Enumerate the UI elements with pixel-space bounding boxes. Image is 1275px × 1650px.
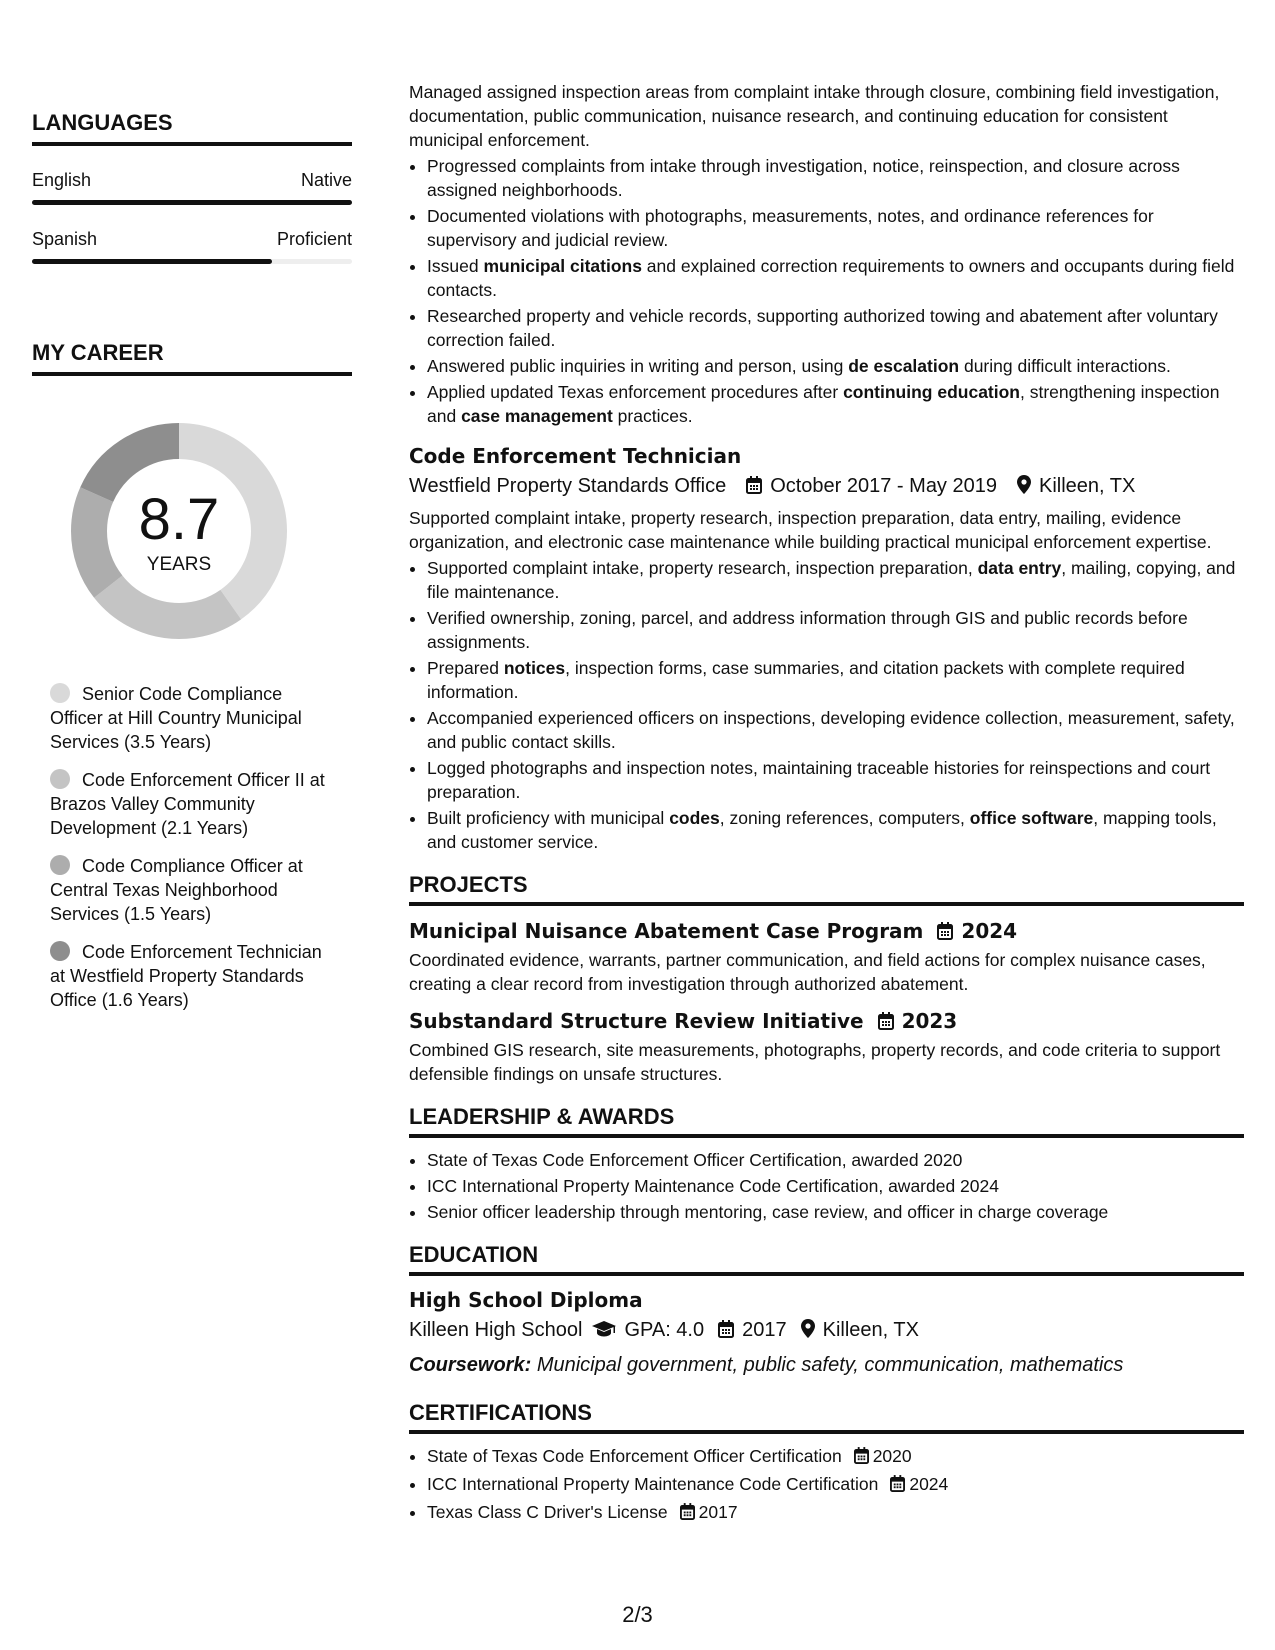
main-content <box>409 80 1244 1534</box>
project-description: Combined GIS research, site measurements, photographs, property records, and code criteria to support defensible findings on unsafe structures. <box>409 1040 1221 1084</box>
language-name: English <box>32 170 92 190</box>
job-summary: Supported complaint intake, property research, inspection preparation, data entry, mailing, evidence organization, and electronic case maintenance while building practical municipal enforcement expertise. <box>409 508 1212 552</box>
calendar-icon <box>890 1474 905 1498</box>
education-location: Killeen, TX <box>822 1319 919 1341</box>
job-title: Code Enforcement Technician <box>409 444 742 468</box>
language-proficiency-fill <box>32 259 272 264</box>
career-legend <box>50 682 325 1012</box>
project-item <box>409 916 1244 996</box>
project-description: Coordinated evidence, warrants, partner communication, and field actions for complex nuisance cases, creating a clear record from investigation through authorized abatement. <box>409 950 1206 994</box>
project-year: 2023 <box>901 1009 958 1033</box>
job-bullets <box>409 556 1244 854</box>
graduation-cap-icon <box>592 1316 616 1348</box>
education-meta <box>409 1314 1244 1348</box>
project-title: Municipal Nuisance Abatement Case Program <box>409 919 924 943</box>
calendar-icon <box>746 472 762 504</box>
language-item <box>32 170 352 205</box>
career-legend-item <box>50 682 325 754</box>
language-level: Proficient <box>276 229 352 249</box>
job-bullet: • Supported complaint intake, property research, inspection preparation, data entry, mailing, copying, and file maintenance. <box>427 556 1244 604</box>
leadership-item: • ICC International Property Maintenance Code Certification, awarded 2024 <box>427 1174 1244 1198</box>
certifications-list <box>409 1444 1244 1526</box>
coursework-text: Municipal government, public safety, communication, mathematics <box>536 1354 1124 1376</box>
sidebar <box>32 110 352 1026</box>
company-name: Westfield Property Standards Office <box>409 475 727 497</box>
leadership-item: • Senior officer leadership through mentoring, case review, and officer in charge coverage <box>427 1200 1244 1224</box>
languages-list <box>32 170 352 264</box>
job-bullet: • Researched property and vehicle records, supporting authorized towing and abatement after voluntary correction failed. <box>427 304 1244 352</box>
map-pin-icon <box>801 1316 815 1348</box>
career-heading: MY CAREER <box>32 340 352 376</box>
project-title: Substandard Structure Review Initiative <box>409 1009 864 1033</box>
job-bullet: • Answered public inquiries in writing and person, using de escalation during difficult interactions. <box>427 354 1244 378</box>
language-name: Spanish <box>32 229 98 249</box>
career-total-years: 8.7 <box>138 487 220 552</box>
career-donut-chart <box>66 418 292 644</box>
certification-year: 2020 <box>872 1446 912 1466</box>
career-legend-label: Senior Code Compliance Officer at Hill Country Municipal Services (3.5 Years) <box>50 684 302 752</box>
career-legend-label: Code Enforcement Technician at Westfield Property Standards Office (1.6 Years) <box>50 942 322 1010</box>
calendar-icon <box>718 1316 734 1348</box>
school-name: Killeen High School <box>409 1319 583 1341</box>
languages-heading: LANGUAGES <box>32 110 352 146</box>
leadership-list <box>409 1148 1244 1224</box>
job-summary: Managed assigned inspection areas from complaint intake through closure, combining field investigation, documentation, public communication, nuisance research, and continuing education for consistent municipal enforcement. <box>409 82 1220 150</box>
projects-heading: PROJECTS <box>409 872 1244 906</box>
job-bullet: • Issued municipal citations and explained correction requirements to owners and occupants during field contacts. <box>427 254 1244 302</box>
certification-year: 2017 <box>698 1502 738 1522</box>
career-legend-label: Code Compliance Officer at Central Texas Neighborhood Services (1.5 Years) <box>50 856 303 924</box>
map-pin-icon <box>1017 472 1031 504</box>
certification-name: Texas Class C Driver's License <box>427 1502 668 1522</box>
coursework-label: Coursework: <box>409 1354 532 1376</box>
project-year: 2024 <box>961 919 1018 943</box>
legend-dot-icon <box>50 769 70 789</box>
education-heading: EDUCATION <box>409 1242 1244 1276</box>
certification-name: ICC International Property Maintenance Code Certification <box>427 1474 879 1494</box>
calendar-icon <box>854 1446 869 1470</box>
certification-item <box>427 1500 1244 1526</box>
career-years-unit: YEARS <box>146 554 212 575</box>
degree-title: High School Diploma <box>409 1288 643 1312</box>
certification-name: State of Texas Code Enforcement Officer Certification <box>427 1446 842 1466</box>
page-number: 2/3 <box>622 1602 653 1627</box>
job-bullet: • Logged photographs and inspection notes, maintaining traceable histories for reinspections and court preparation. <box>427 756 1244 804</box>
job-meta <box>409 470 1244 504</box>
language-proficiency-fill <box>32 200 352 205</box>
education-gpa: GPA: 4.0 <box>624 1319 705 1341</box>
language-item <box>32 229 352 264</box>
certifications-heading: CERTIFICATIONS <box>409 1400 1244 1434</box>
leadership-item: • State of Texas Code Enforcement Officer Certification, awarded 2020 <box>427 1148 1244 1172</box>
language-proficiency-bar <box>32 200 352 205</box>
job-bullet: • Accompanied experienced officers on inspections, developing evidence collection, measurement, safety, and public contact skills. <box>427 706 1244 754</box>
coursework <box>409 1350 1244 1380</box>
job-bullets <box>409 154 1244 428</box>
project-item <box>409 1006 1244 1086</box>
job-dates: October 2017 - May 2019 <box>770 475 997 497</box>
job-bullet: • Verified ownership, zoning, parcel, and address information through GIS and public records before assignments. <box>427 606 1244 654</box>
career-legend-item <box>50 768 325 840</box>
legend-dot-icon <box>50 683 70 703</box>
legend-dot-icon <box>50 941 70 961</box>
job-bullet: • Applied updated Texas enforcement procedures after continuing education, strengthening inspection and case management practices. <box>427 380 1244 428</box>
education-year: 2017 <box>742 1319 787 1341</box>
job-bullet: • Prepared notices, inspection forms, case summaries, and citation packets with complete required information. <box>427 656 1244 704</box>
career-legend-item <box>50 940 325 1012</box>
job-bullet: • Documented violations with photographs, measurements, notes, and ordinance references for supervisory and judicial review. <box>427 204 1244 252</box>
language-level: Native <box>300 170 352 190</box>
career-legend-item <box>50 854 325 926</box>
leadership-heading: LEADERSHIP & AWARDS <box>409 1104 1244 1138</box>
job-bullet: • Built proficiency with municipal codes, zoning references, computers, office software, mapping tools, and customer service. <box>427 806 1244 854</box>
calendar-icon <box>878 1008 894 1038</box>
career-legend-label: Code Enforcement Officer II at Brazos Valley Community Development (2.1 Years) <box>50 770 325 838</box>
job-bullet: • Progressed complaints from intake through investigation, notice, reinspection, and closure across assigned neighborhoods. <box>427 154 1244 202</box>
certification-year: 2024 <box>909 1474 949 1494</box>
certification-item <box>427 1472 1244 1498</box>
certification-item <box>427 1444 1244 1470</box>
calendar-icon <box>680 1502 695 1526</box>
calendar-icon <box>937 918 953 948</box>
legend-dot-icon <box>50 855 70 875</box>
job-location: Killeen, TX <box>1038 475 1136 497</box>
language-proficiency-bar <box>32 259 352 264</box>
